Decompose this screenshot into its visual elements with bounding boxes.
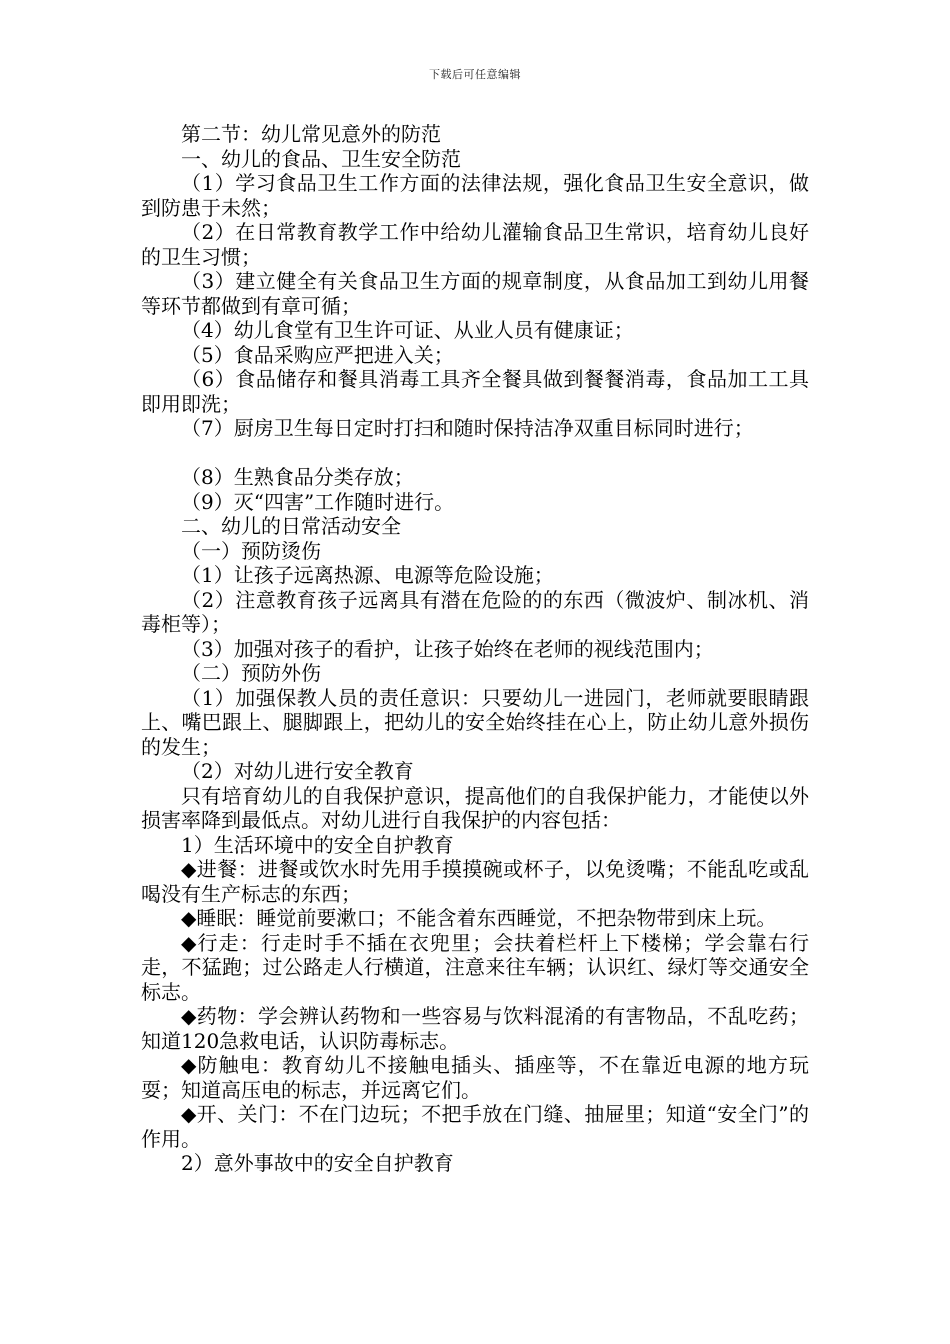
paragraph: （2）对幼儿进行安全教育 <box>181 759 414 783</box>
subheading-injuries: （二）预防外伤 <box>181 661 321 685</box>
paragraph: （2）在日常教育教学工作中给幼儿灌输食品卫生常识，培育幼儿良好的卫生习惯； <box>141 220 809 269</box>
paragraph: （1）加强保教人员的责任意识：只要幼儿一进园门，老师就要眼睛跟上、嘴巴跟上、腿脚跟上，把幼儿的安全始终挂在心上，防止幼儿意外损伤的发生； <box>141 685 809 759</box>
paragraph: （9）灭“四害”工作随时进行。 <box>181 489 455 514</box>
paragraph: （6）食品储存和餐具消毒工具齐全餐具做到餐餐消毒，食品加工工具即用即洗； <box>141 367 809 416</box>
paragraph: （8）生熟食品分类存放； <box>181 465 414 489</box>
subheading-accidents: 2）意外事故中的安全自护教育 <box>181 1151 454 1175</box>
paragraph: （7）厨房卫生每日定时打扫和随时保持洁净双重目标同时进行； <box>181 416 754 440</box>
paragraph: （5）食品采购应严把进入关； <box>181 342 454 367</box>
bullet-item: ◆进餐：进餐或饮水时先用手摸摸碗或杯子，以免烫嘴；不能乱吃或乱喝没有生产标志的东西； <box>141 857 809 906</box>
bullet-item: ◆防触电：教育幼儿不接触电插头、插座等，不在靠近电源的地方玩耍；知道高压电的标志，并远离它们。 <box>141 1053 809 1102</box>
heading-food-safety: 一、幼儿的食品、卫生安全防范 <box>181 146 461 171</box>
paragraph: （3）建立健全有关食品卫生方面的规章制度，从食品加工到幼儿用餐等环节都做到有章可循； <box>141 269 809 318</box>
bullet-item: ◆睡眠：睡觉前要漱口；不能含着东西睡觉，不把杂物带到床上玩。 <box>181 906 777 930</box>
bullet-item: ◆行走：行走时手不插在衣兜里；会扶着栏杆上下楼梯；学会靠右行走，不猛跑；过公路走人行横道，注意来往车辆；认识红、绿灯等交通安全标志。 <box>141 930 809 1004</box>
paragraph: （3）加强对孩子的看护，让孩子始终在老师的视线范围内； <box>181 636 714 661</box>
bullet-item: ◆药物：学会辨认药物和一些容易与饮料混淆的有害物品，不乱吃药；知道120急救电话，认识防毒标志。 <box>141 1004 809 1053</box>
bullet-item: ◆开、关门：不在门边玩；不把手放在门缝、抽屉里；知道“安全门”的作用。 <box>141 1102 809 1151</box>
blank-line <box>141 441 809 466</box>
document-body <box>141 122 809 1176</box>
section-title: 第二节：幼儿常见意外的防范 <box>181 122 441 146</box>
paragraph: （4）幼儿食堂有卫生许可证、从业人员有健康证； <box>181 318 634 342</box>
subheading-living-env: 1）生活环境中的安全自护教育 <box>181 832 454 857</box>
paragraph: （1）让孩子远离热源、电源等危险设施； <box>181 563 554 587</box>
header-note: 下载后可任意编辑 <box>429 68 521 81</box>
paragraph: （1）学习食品卫生工作方面的法律法规，强化食品卫生安全意识，做到防患于未然； <box>141 171 809 220</box>
heading-daily-activity: 二、幼儿的日常活动安全 <box>181 514 401 538</box>
paragraph: （2）注意教育孩子远离具有潜在危险的的东西（微波炉、制冰机、消毒柜等）； <box>141 587 809 636</box>
paragraph: 只有培育幼儿的自我保护意识，提高他们的自我保护能力，才能使以外损害率降到最低点。对幼儿进行自我保护的内容包括： <box>141 783 809 832</box>
subheading-burns: （一）预防烫伤 <box>181 538 321 563</box>
